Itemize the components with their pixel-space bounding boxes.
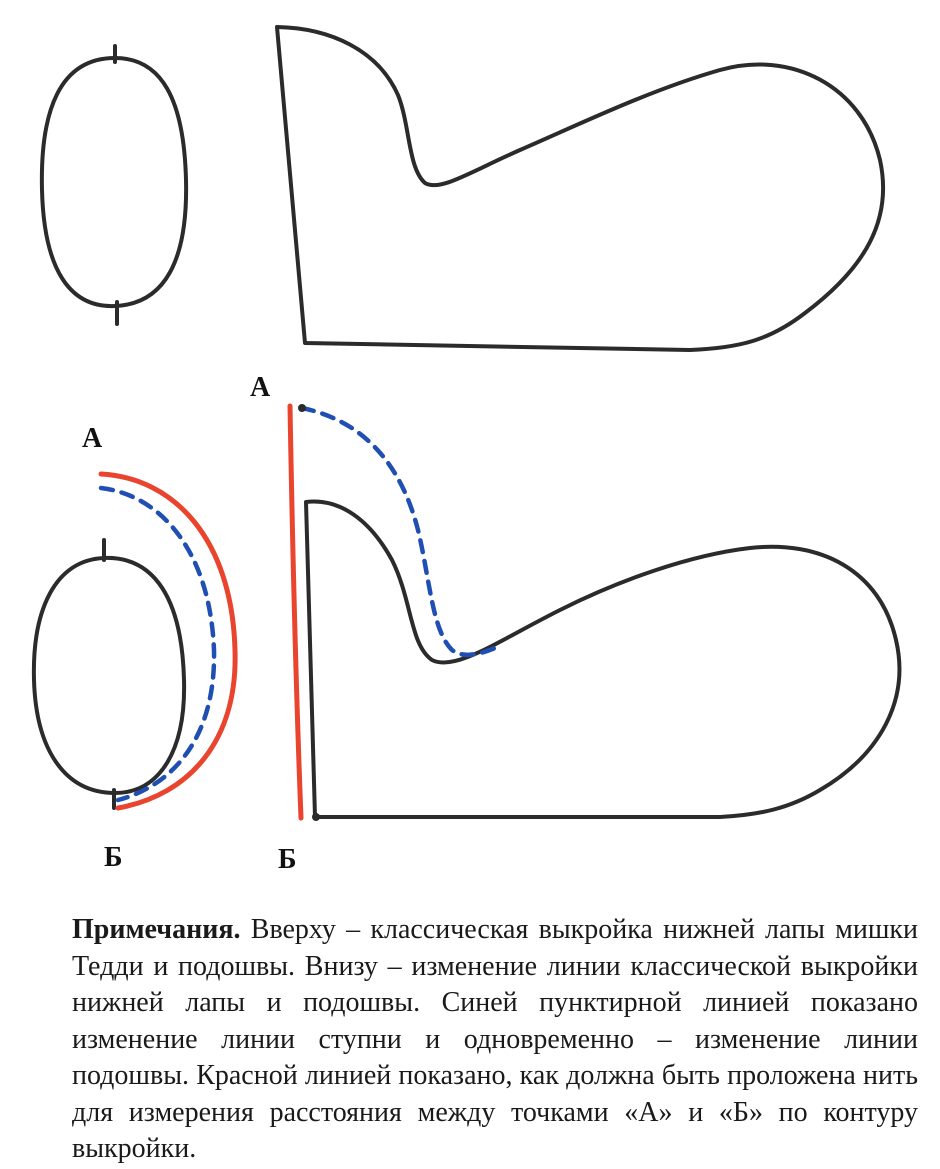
sole-dashed-line <box>101 488 214 800</box>
modified-sole-pattern <box>34 474 235 808</box>
classic-paw-pattern <box>277 27 883 350</box>
modified-paw-pattern <box>290 404 899 821</box>
sole-point-a-label: А <box>82 423 103 454</box>
classic-sole-pattern <box>42 46 186 324</box>
paw-point-a-label: А <box>250 372 271 403</box>
sole-point-b-label: Б <box>104 842 123 873</box>
paw-thread-line <box>290 406 301 818</box>
paw-dashed-line <box>302 408 495 655</box>
notes-paragraph <box>72 912 918 1168</box>
point-b-marker <box>312 813 320 821</box>
paw-point-b-label: Б <box>278 844 297 875</box>
notes-title: Примечания. <box>72 914 241 945</box>
notes-text: Вверху – классическая выкройка нижней лапы мишки Тедди и подошвы. Внизу – изменение линии классической выкройки нижней лапы и подошвы. Синей пунктирной линией показано изменение линии ступни и одновременно – изменение линии подошвы. Красной линией показано, как должна быть проложена нить для измерения расстояния между точками «А» и «Б» по контуру выкройки. <box>72 914 918 1164</box>
point-a-marker <box>298 404 306 412</box>
